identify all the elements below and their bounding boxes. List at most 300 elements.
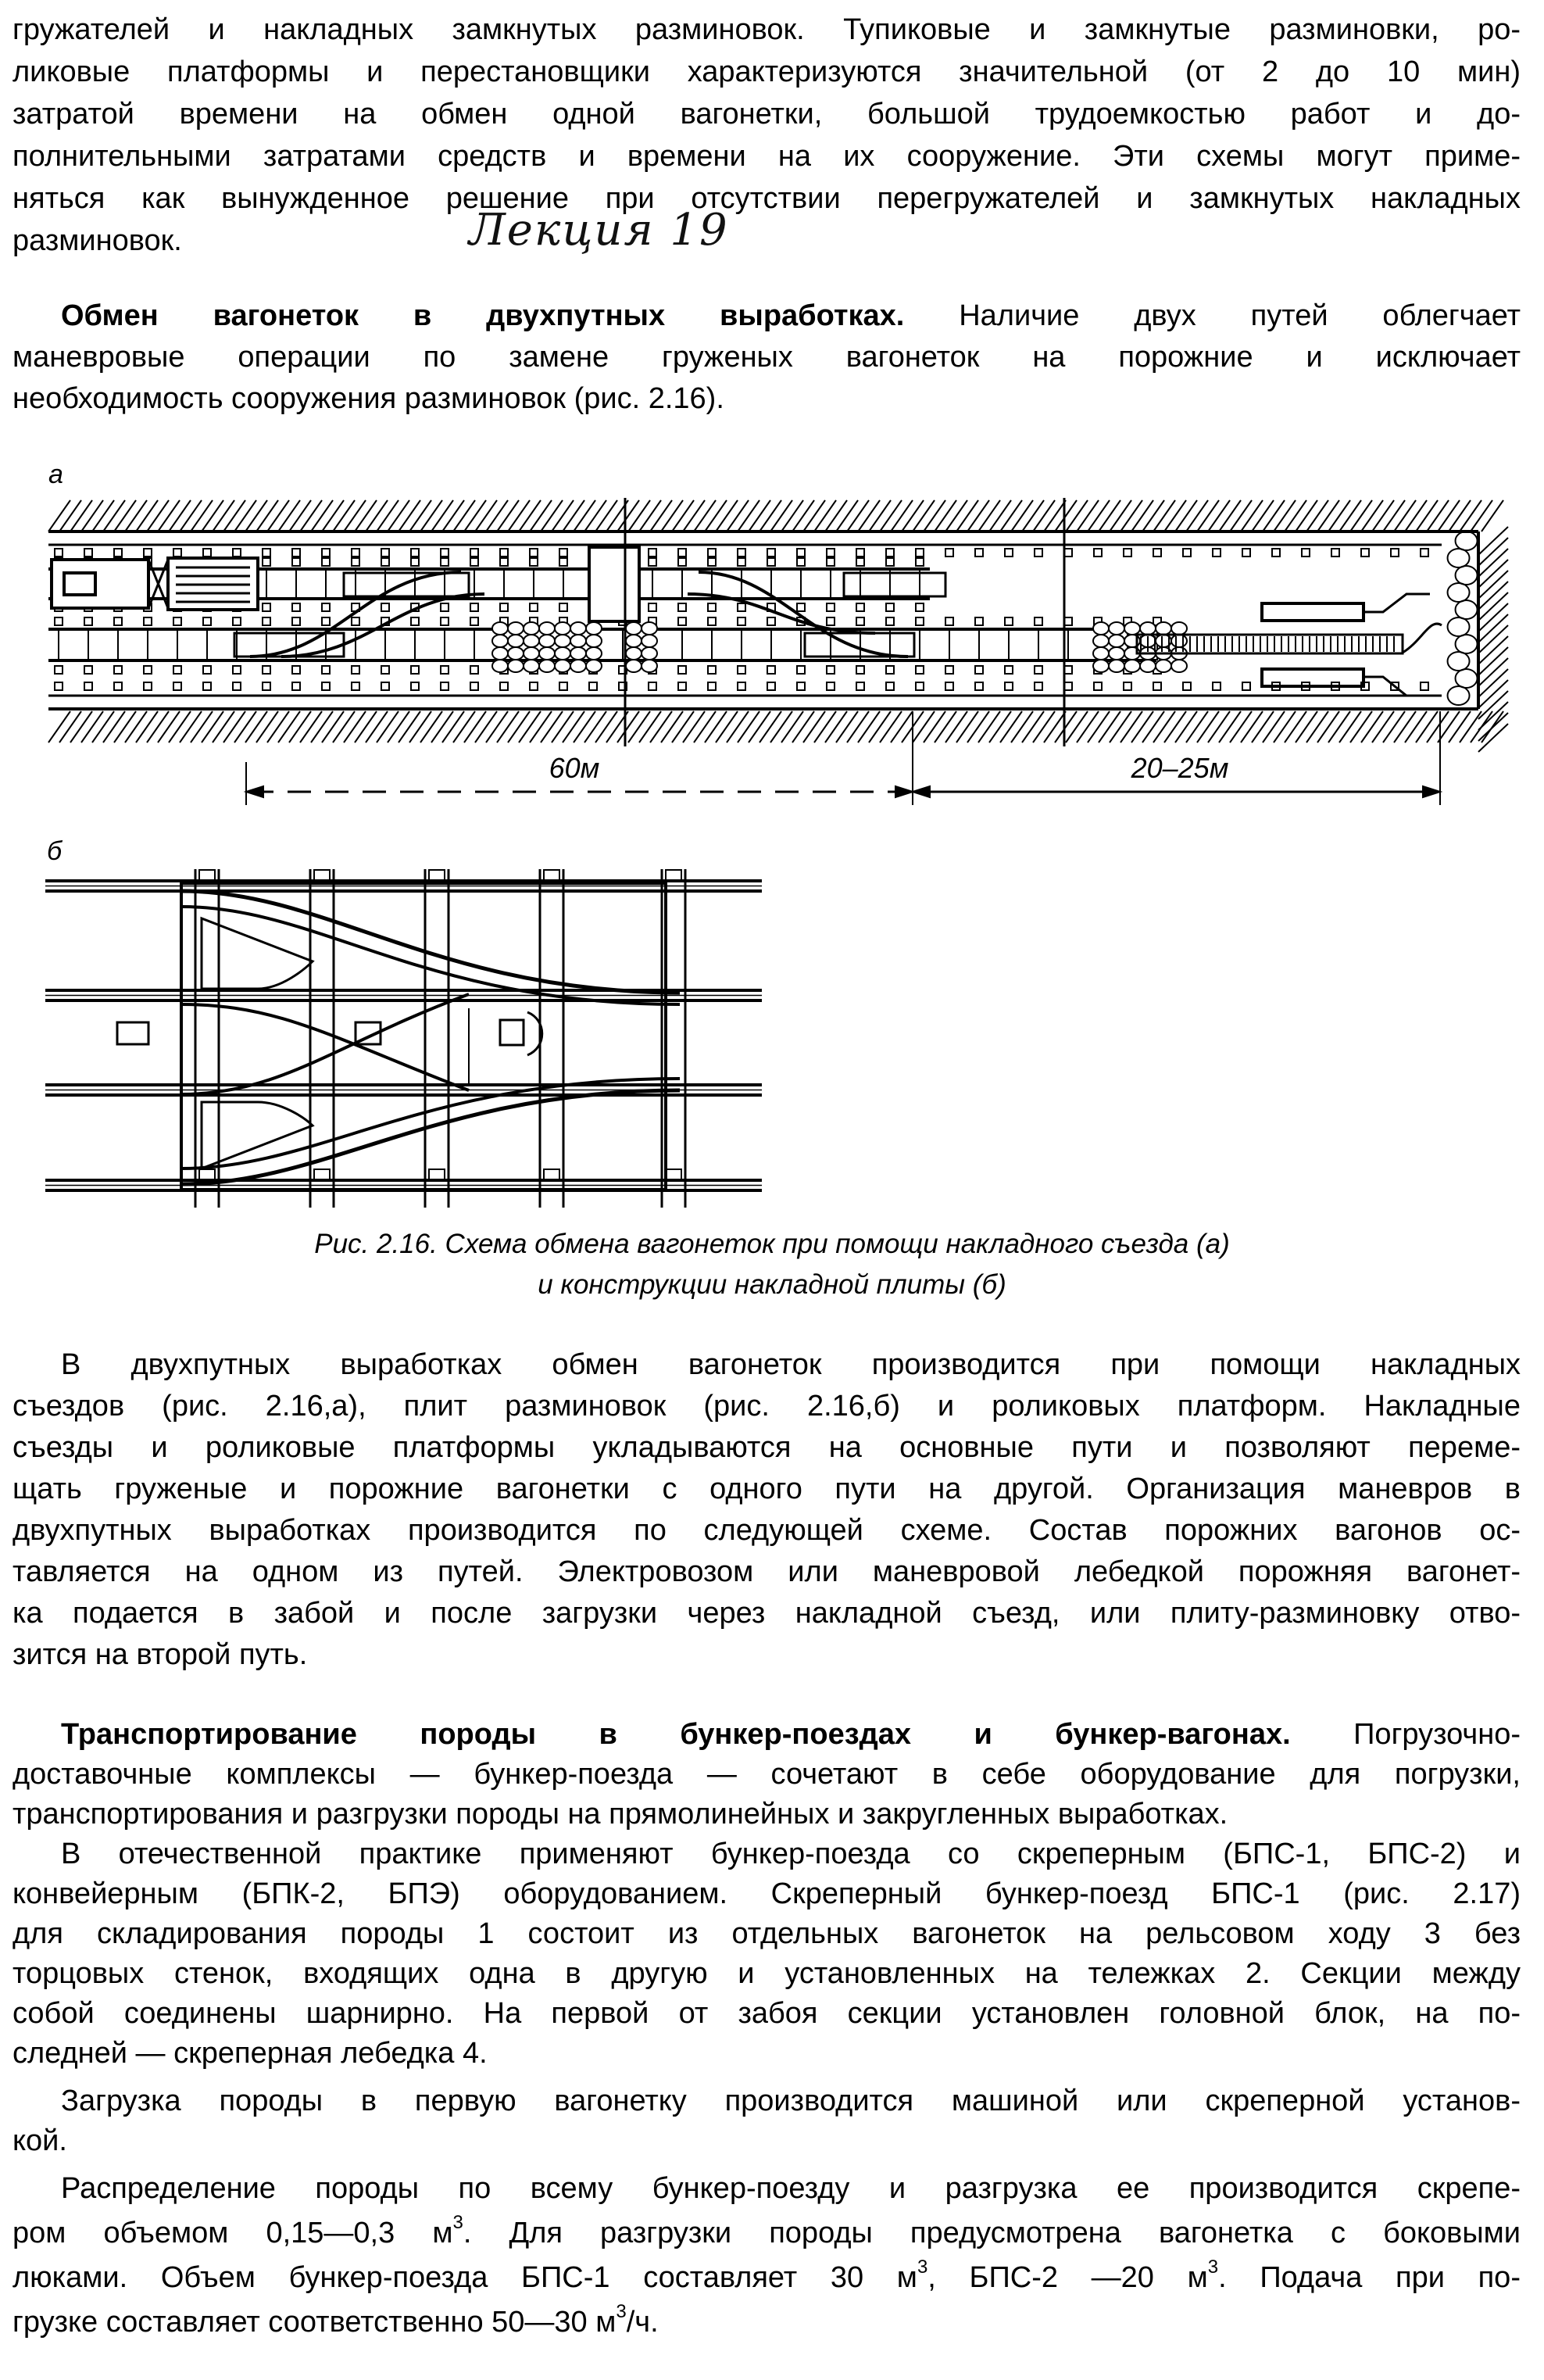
hatch-line xyxy=(59,711,81,743)
hatch-line xyxy=(617,711,639,743)
hatch-line xyxy=(431,711,453,743)
sleeper-mark xyxy=(827,682,835,690)
hatch-line xyxy=(1263,711,1285,743)
hatch-line xyxy=(738,500,759,531)
rail-clip xyxy=(314,870,330,881)
sleeper-mark xyxy=(916,682,924,690)
hatch-line xyxy=(541,711,563,743)
rock-lump xyxy=(524,622,539,635)
rock-lump xyxy=(1171,622,1187,635)
hatch-line xyxy=(1000,500,1022,531)
hatch-line xyxy=(278,500,300,531)
hatch-line xyxy=(59,500,81,531)
text-run: доставочные комплексы — бункер-поезда — сочетают в себе оборудование для погрузки, xyxy=(13,1758,1521,1791)
hatch-line xyxy=(420,500,442,531)
sleeper-mark xyxy=(797,549,805,557)
hatch-line xyxy=(1478,592,1508,621)
hatch-line xyxy=(792,500,814,531)
hatch-line xyxy=(1088,500,1110,531)
hatch-line xyxy=(103,500,125,531)
sleeper-mark xyxy=(767,549,775,557)
hatch-line xyxy=(541,500,563,531)
hatch-line xyxy=(956,500,978,531)
sleeper xyxy=(203,666,211,674)
text-run: , БПС-2 —20 м xyxy=(927,2261,1208,2294)
hatch-line xyxy=(1478,658,1508,686)
text-run: следней — скреперная лебедка 4. xyxy=(13,2037,488,2070)
hatch-line xyxy=(158,711,180,743)
sleeper xyxy=(144,666,152,674)
hatch-line xyxy=(1478,669,1508,697)
hatch-line xyxy=(1317,500,1339,531)
bold-heading: Обмен вагонеток в двухпутных выработках. xyxy=(61,299,905,332)
hatch-line xyxy=(574,711,595,743)
text-run: Распределение породы по всему бункер-поезду и разгрузка ее производится скрепе- xyxy=(61,2172,1521,2205)
sleeper xyxy=(827,603,835,611)
hatch-line xyxy=(1478,625,1508,653)
hatch-line xyxy=(967,711,989,743)
sleeper-mark xyxy=(738,549,745,557)
hatch-line xyxy=(202,711,223,743)
hatch-line xyxy=(552,711,574,743)
rock-lump xyxy=(1156,622,1171,635)
sleeper-mark xyxy=(945,682,953,690)
hatch-line xyxy=(497,711,519,743)
hatch-line xyxy=(81,711,103,743)
hatch-line xyxy=(825,711,847,743)
sleeper xyxy=(55,617,63,625)
rail-clip xyxy=(429,1169,445,1180)
sleeper xyxy=(559,558,567,566)
hatch-line xyxy=(1478,724,1508,752)
text-run: няться как вынужденное решение при отсутствии перегружателей и замкнутых накладных xyxy=(13,182,1521,215)
sleeper xyxy=(1035,666,1042,674)
hatch-line xyxy=(705,711,727,743)
sleeper xyxy=(708,603,716,611)
sleeper-mark xyxy=(173,549,181,557)
hatch-line xyxy=(1088,711,1110,743)
sleeper xyxy=(381,603,389,611)
rock-lump xyxy=(626,635,642,647)
hatch-line xyxy=(486,500,508,531)
sleeper xyxy=(916,603,924,611)
hatch-line xyxy=(399,500,420,531)
sleeper xyxy=(738,558,745,566)
text-run: . Для разгрузки породы предусмотрена вагонетка с боковыми xyxy=(463,2217,1521,2249)
hatch-line xyxy=(672,711,694,743)
hatch-line xyxy=(169,711,191,743)
sleeper xyxy=(233,666,241,674)
hatch-line xyxy=(333,711,355,743)
hatch-line xyxy=(1427,500,1449,531)
hatch-line xyxy=(1044,711,1066,743)
sleeper xyxy=(263,666,270,674)
sleeper xyxy=(322,603,330,611)
rock-lump xyxy=(586,622,602,635)
hatch-line xyxy=(1077,500,1099,531)
hatch-line xyxy=(1328,500,1350,531)
hatch-line xyxy=(508,500,530,531)
sleeper xyxy=(441,558,449,566)
hatch-line xyxy=(858,500,880,531)
rail-clip xyxy=(314,1169,330,1180)
hatch-line xyxy=(924,711,945,743)
rock-lump xyxy=(1456,635,1478,653)
text-run: кой. xyxy=(13,2124,67,2157)
figure-a-track-exchange-scheme xyxy=(48,498,1508,805)
hatch-line xyxy=(245,500,267,531)
sleeper xyxy=(500,603,508,611)
sleeper-mark xyxy=(1331,549,1339,557)
sleeper xyxy=(1005,666,1013,674)
overlay-plate xyxy=(344,573,469,596)
sleeper xyxy=(292,666,300,674)
hatch-line xyxy=(1478,560,1508,588)
hatch-line xyxy=(945,711,967,743)
loading-machine xyxy=(1137,594,1442,696)
hatch-line xyxy=(256,711,278,743)
hatch-line xyxy=(628,500,650,531)
sleeper xyxy=(173,617,181,625)
hatch-line xyxy=(420,711,442,743)
rock-lump xyxy=(1124,622,1140,635)
hatch-line xyxy=(1306,500,1328,531)
hatch-line xyxy=(530,500,552,531)
hatch-line xyxy=(803,500,825,531)
hatch-line xyxy=(1131,500,1153,531)
rock-lump xyxy=(1448,549,1470,567)
rock-lump xyxy=(508,635,524,647)
sleeper xyxy=(470,666,478,674)
hatch-line xyxy=(48,711,70,743)
sleeper-mark xyxy=(856,549,864,557)
rock-lump xyxy=(555,635,570,647)
hatch-line xyxy=(1478,603,1508,632)
text-run: ликовые платформы и перестановщики характеризуются значительной (от 2 до 10 мин) xyxy=(13,55,1521,88)
rock-lump xyxy=(492,635,508,647)
sleeper xyxy=(856,617,864,625)
sleeper xyxy=(1035,617,1042,625)
hatch-line xyxy=(1263,500,1285,531)
sleeper xyxy=(649,558,656,566)
rock-lump xyxy=(539,660,555,672)
hatch-line xyxy=(1478,647,1508,675)
hatch-line xyxy=(781,500,803,531)
sleeper-mark xyxy=(797,682,805,690)
rock-lump xyxy=(1109,647,1124,660)
hatch-line xyxy=(1416,711,1438,743)
hatch-line xyxy=(1252,711,1274,743)
hatch-line xyxy=(1164,711,1186,743)
hatch-line xyxy=(103,711,125,743)
rock-lump xyxy=(524,647,539,660)
hatch-line xyxy=(1478,582,1508,610)
rail-clip xyxy=(544,870,559,881)
sleeper-mark xyxy=(292,682,300,690)
hatch-line xyxy=(1383,500,1405,531)
hatch-line xyxy=(464,500,486,531)
rail-clip xyxy=(544,1169,559,1180)
hatch-line xyxy=(355,500,377,531)
sleeper-mark xyxy=(233,549,241,557)
hatch-line xyxy=(92,500,114,531)
rock-lump xyxy=(508,660,524,672)
hatch-line xyxy=(628,711,650,743)
hatch-line xyxy=(1478,636,1508,664)
hatch-line xyxy=(136,711,158,743)
sleeper xyxy=(708,617,716,625)
hatch-line xyxy=(1438,500,1460,531)
hatch-line xyxy=(814,711,836,743)
hatch-line xyxy=(1361,711,1383,743)
sleeper-mark xyxy=(292,549,300,557)
rock-lump xyxy=(1093,635,1109,647)
superscript: 3 xyxy=(1207,2257,1219,2278)
sleeper-mark xyxy=(352,549,359,557)
hatch-line xyxy=(935,500,956,531)
rail-clip xyxy=(199,870,215,881)
hatch-line xyxy=(1350,711,1372,743)
hatch-line xyxy=(1033,500,1055,531)
sleeper xyxy=(114,666,122,674)
hatch-line xyxy=(1339,711,1361,743)
hatch-line xyxy=(519,711,541,743)
sleeper xyxy=(292,617,300,625)
sleeper-mark xyxy=(470,682,478,690)
rock-face xyxy=(1448,531,1478,705)
hatch-line xyxy=(1241,711,1263,743)
hatch-line xyxy=(245,711,267,743)
rock-lump xyxy=(570,647,586,660)
sleeper-mark xyxy=(1242,682,1250,690)
hatch-line xyxy=(191,711,213,743)
sleeper-mark xyxy=(678,682,686,690)
sleeper xyxy=(322,558,330,566)
rock-lump xyxy=(1448,583,1470,602)
rock-lump xyxy=(1093,660,1109,672)
text-run: грузке составляет соответственно 50—30 м xyxy=(13,2306,617,2339)
hatch-line xyxy=(267,711,289,743)
hatch-line xyxy=(311,500,333,531)
hatch-line xyxy=(978,711,1000,743)
sleeper-mark xyxy=(263,682,270,690)
text-run: полнительными затратами средств и времени на их сооружение. Эти схемы могут приме- xyxy=(13,140,1521,173)
rail-clip xyxy=(666,870,681,881)
hatch-line xyxy=(234,711,256,743)
superscript: 3 xyxy=(616,2301,627,2322)
hatch-line xyxy=(388,711,409,743)
sleeper-mark xyxy=(1242,549,1250,557)
sleeper-mark xyxy=(1421,549,1428,557)
hatch-line xyxy=(213,711,234,743)
hatch-line xyxy=(584,711,606,743)
hatch-line xyxy=(366,500,388,531)
sleeper-mark xyxy=(1094,682,1102,690)
hatch-line xyxy=(1197,500,1219,531)
sleeper xyxy=(945,666,953,674)
hatch-line xyxy=(1011,711,1033,743)
sleeper xyxy=(708,558,716,566)
text-run: гружателей и накладных замкнутых разминовок. Тупиковые и замкнутые разминовки, ро- xyxy=(13,13,1521,46)
hatch-line xyxy=(552,500,574,531)
sleeper xyxy=(173,666,181,674)
rail-clip xyxy=(199,1169,215,1180)
hatch-line xyxy=(705,500,727,531)
hatch-line xyxy=(1478,614,1508,642)
text-run: собой соединены шарнирно. На первой от забоя секции установлен головной блок, на по- xyxy=(13,1997,1521,2030)
hatch-line xyxy=(847,500,869,531)
sleeper xyxy=(678,617,686,625)
hatch-line xyxy=(924,500,945,531)
hatch-line xyxy=(1197,711,1219,743)
sleeper xyxy=(678,666,686,674)
sleeper-mark xyxy=(1153,682,1161,690)
sleeper xyxy=(263,603,270,611)
figure-b-overlay-plate xyxy=(45,869,762,1208)
rock-lump xyxy=(570,622,586,635)
rock-lump xyxy=(1456,566,1478,585)
sleeper-mark xyxy=(1094,549,1102,557)
hatch-line xyxy=(891,711,913,743)
hatch-line xyxy=(508,711,530,743)
hatch-line xyxy=(913,711,935,743)
sleeper xyxy=(55,666,63,674)
loader-arm xyxy=(1262,603,1364,621)
hatch-line xyxy=(300,711,322,743)
hatch-line xyxy=(1427,711,1449,743)
hatch-line xyxy=(1285,711,1306,743)
sleeper-mark xyxy=(886,549,894,557)
hatch-line xyxy=(716,711,738,743)
sleeper xyxy=(441,666,449,674)
hatch-line xyxy=(70,711,92,743)
sleeper xyxy=(649,603,656,611)
text-run: тавляется на одном из путей. Электровозом или маневровой лебедкой порожняя вагонет- xyxy=(13,1555,1521,1588)
hatch-line xyxy=(1022,711,1044,743)
rock-lump xyxy=(642,622,657,635)
text-run: двухпутных выработках производится по следующей схеме. Состав порожних вагонов ос- xyxy=(13,1514,1521,1547)
sleeper xyxy=(797,558,805,566)
sleeper xyxy=(352,666,359,674)
sleeper-mark xyxy=(411,682,419,690)
rock-lump xyxy=(1448,652,1470,671)
caption-line: Рис. 2.16. Схема обмена вагонеток при помощи накладного съезда (а) xyxy=(314,1229,1230,1259)
sleeper xyxy=(322,666,330,674)
sleeper-mark xyxy=(441,682,449,690)
sleeper xyxy=(678,603,686,611)
hatch-line xyxy=(1142,711,1164,743)
hatch-line xyxy=(223,711,245,743)
sleeper xyxy=(263,617,270,625)
sleeper xyxy=(916,617,924,625)
hatch-line xyxy=(1033,711,1055,743)
rock-lump xyxy=(1171,635,1187,647)
hatch-line xyxy=(289,500,311,531)
dimension-label-20-25m: 20–25м xyxy=(1131,752,1229,784)
sleeper-mark xyxy=(1391,549,1399,557)
hatch-line xyxy=(803,711,825,743)
sleeper-mark xyxy=(1035,549,1042,557)
sleeper xyxy=(767,617,775,625)
sleeper-mark xyxy=(173,682,181,690)
rock-lump xyxy=(586,635,602,647)
sleeper-mark xyxy=(856,682,864,690)
hatch-line xyxy=(1372,711,1394,743)
rock-lump xyxy=(1171,660,1187,672)
hatch-line xyxy=(1285,500,1306,531)
hatch-line xyxy=(322,711,344,743)
hatch-line xyxy=(1011,500,1033,531)
hatch-line xyxy=(967,500,989,531)
hatch-line xyxy=(1230,500,1252,531)
track-2 xyxy=(48,617,1161,674)
hatch-line xyxy=(1208,711,1230,743)
sleeper xyxy=(916,558,924,566)
hatch-line xyxy=(399,711,420,743)
sleeper-mark xyxy=(649,682,656,690)
text-run: ром объемом 0,15—0,3 м xyxy=(13,2217,453,2249)
rock-lump xyxy=(1448,686,1470,705)
sleeper xyxy=(797,666,805,674)
sleeper-mark xyxy=(1213,682,1221,690)
text-run: разминовок. xyxy=(13,224,182,257)
hatch-line xyxy=(70,500,92,531)
text-run: Погрузочно- xyxy=(1290,1718,1521,1751)
sleeper xyxy=(559,603,567,611)
hatch-line xyxy=(935,711,956,743)
plate-guide-rail xyxy=(181,891,680,993)
sleeper-mark xyxy=(144,682,152,690)
hatch-line xyxy=(1186,711,1208,743)
sleeper-mark xyxy=(678,549,686,557)
rock-lump xyxy=(570,635,586,647)
hatch-line xyxy=(1131,711,1153,743)
hatch-line xyxy=(1478,527,1508,555)
sleeper xyxy=(1005,617,1013,625)
figure-label-b: б xyxy=(47,836,63,866)
hatch-line xyxy=(366,711,388,743)
sleeper-mark xyxy=(84,682,92,690)
hatch-line xyxy=(453,711,475,743)
hatch-line xyxy=(650,500,672,531)
text-run: щать груженые и порожние вагонетки с одного пути на другой. Организация маневров в xyxy=(13,1473,1521,1505)
text-run: съездов (рис. 2.16,а), плит разминовок (рис. 2.16,б) и роликовых платформ. Накладные xyxy=(13,1390,1521,1423)
hatch-line xyxy=(136,500,158,531)
hatch-line xyxy=(880,711,902,743)
hatch-line xyxy=(836,711,858,743)
sleeper xyxy=(233,617,241,625)
sleeper-mark xyxy=(1035,682,1042,690)
hatch-line xyxy=(1405,711,1427,743)
hatch-line xyxy=(442,500,464,531)
sleeper-mark xyxy=(1183,682,1191,690)
hatch-line xyxy=(48,500,70,531)
rock-lump xyxy=(539,635,555,647)
rock-lump xyxy=(1124,660,1140,672)
hatch-line xyxy=(1478,571,1508,599)
hatch-line xyxy=(1000,711,1022,743)
overlay-plate-outline xyxy=(181,883,666,1190)
hatch-line xyxy=(1471,500,1492,531)
hatch-line xyxy=(1219,500,1241,531)
sleeper-mark xyxy=(411,549,419,557)
sleeper xyxy=(292,603,300,611)
sleeper xyxy=(322,617,330,625)
overlay-plate xyxy=(234,633,344,657)
hatch-line xyxy=(322,500,344,531)
sleeper-mark xyxy=(381,682,389,690)
hatch-line xyxy=(661,711,683,743)
